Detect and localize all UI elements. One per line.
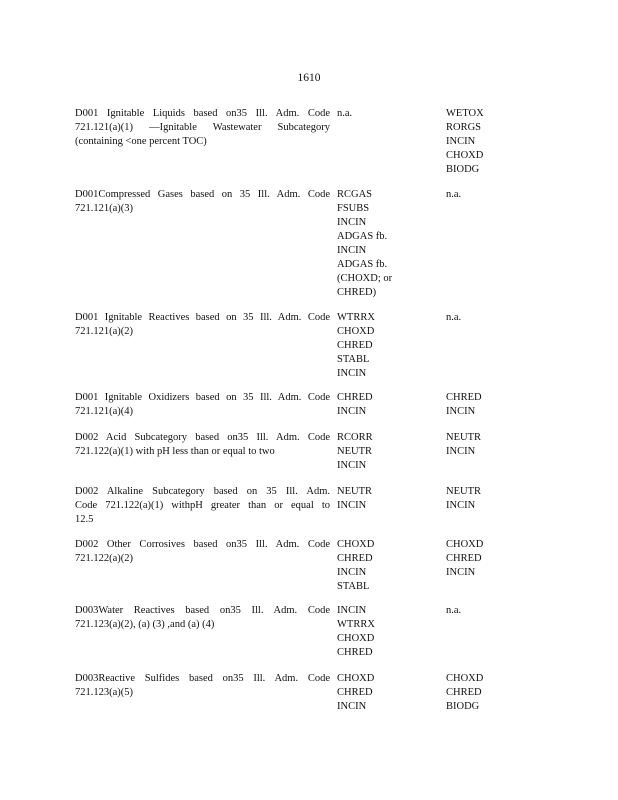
nonwastewater-standard-line: INCIN (446, 446, 476, 457)
wastewater-standard-line: FSUBS (337, 203, 370, 214)
wastewater-standard (337, 538, 407, 594)
wastewater-standard (337, 672, 407, 714)
waste-description-line: D001 Ignitable Liquids based on35 Ill. Adm. Code (75, 108, 330, 119)
waste-description-line: D001Compressed Gases based on 35 Ill. Adm. Code (75, 189, 330, 200)
nonwastewater-standard (446, 107, 526, 177)
nonwastewater-standard (446, 672, 526, 714)
waste-description-line: Code 721.122(a)(1) withpH greater than or equal to (75, 500, 330, 511)
wastewater-standard-line: INCIN (337, 605, 367, 616)
wastewater-standard-line: INCIN (337, 368, 367, 379)
waste-description-line: (containing <one percent TOC) (75, 136, 207, 147)
nonwastewater-standard-line: BIODG (446, 164, 480, 175)
nonwastewater-standard (446, 311, 526, 325)
waste-description (75, 672, 330, 700)
nonwastewater-standard (446, 188, 526, 202)
waste-description (75, 391, 330, 419)
waste-description-line: D002 Other Corrosives based on35 Ill. Adm. Code (75, 539, 330, 550)
wastewater-standard (337, 107, 407, 121)
wastewater-standard-line: ADGAS fb. (337, 259, 388, 270)
waste-description-line: 12.5 (75, 514, 94, 525)
wastewater-standard-line: CHRED (337, 553, 373, 564)
nonwastewater-standard-line: n.a. (446, 605, 462, 616)
nonwastewater-standard-line: WETOX (446, 108, 484, 119)
nonwastewater-standard-line: NEUTR (446, 432, 481, 443)
waste-description (75, 485, 330, 527)
waste-description-line: D003Water Reactives based on35 Ill. Adm. Code (75, 605, 330, 616)
wastewater-standard-line: STABL (337, 354, 370, 365)
nonwastewater-standard-line: CHRED (446, 553, 482, 564)
wastewater-standard-line: CHOXD (337, 539, 375, 550)
waste-description (75, 107, 330, 149)
waste-description-line: 721.122(a)(2) (75, 553, 134, 564)
nonwastewater-standard-line: NEUTR (446, 486, 481, 497)
nonwastewater-standard-line: CHRED (446, 687, 482, 698)
wastewater-standard-line: CHRED (337, 647, 373, 658)
nonwastewater-standard-line: n.a. (446, 312, 462, 323)
wastewater-standard-line: INCIN (337, 567, 367, 578)
wastewater-standard-line: n.a. (337, 108, 353, 119)
nonwastewater-standard-line: CHOXD (446, 673, 484, 684)
wastewater-standard-line: NEUTR (337, 446, 372, 457)
nonwastewater-standard (446, 604, 526, 618)
nonwastewater-standard-line: CHOXD (446, 539, 484, 550)
nonwastewater-standard (446, 391, 526, 419)
nonwastewater-standard-line: INCIN (446, 567, 476, 578)
wastewater-standard-line: INCIN (337, 406, 367, 417)
wastewater-standard-line: (CHOXD; or (337, 273, 393, 284)
waste-description-line: 721.122(a)(1) with pH less than or equal to two (75, 446, 275, 457)
waste-description-line: 721.121(a)(4) (75, 406, 134, 417)
wastewater-standard-line: CHRED (337, 687, 373, 698)
wastewater-standard-line: INCIN (337, 217, 367, 228)
wastewater-standard-line: CHOXD (337, 326, 375, 337)
wastewater-standard (337, 188, 407, 300)
wastewater-standard-line: INCIN (337, 460, 367, 471)
wastewater-standard-line: INCIN (337, 701, 367, 712)
nonwastewater-standard-line: BIODG (446, 701, 480, 712)
waste-description (75, 188, 330, 216)
wastewater-standard-line: CHRED) (337, 287, 377, 298)
waste-description-line: D001 Ignitable Reactives based on 35 Ill. Adm. Code (75, 312, 330, 323)
nonwastewater-standard-line: INCIN (446, 136, 476, 147)
waste-description-line: D002 Acid Subcategory based on35 Ill. Adm. Code (75, 432, 330, 443)
waste-description-line: 721.121(a)(2) (75, 326, 134, 337)
waste-description (75, 604, 330, 632)
wastewater-standard-line: NEUTR (337, 486, 372, 497)
waste-description-line: D002 Alkaline Subcategory based on 35 Ill. Adm. (75, 486, 330, 497)
wastewater-standard-line: RCORR (337, 432, 373, 443)
waste-description-line: 721.123(a)(2), (a) (3) ,and (a) (4) (75, 619, 215, 630)
wastewater-standard (337, 604, 407, 660)
waste-description (75, 538, 330, 566)
nonwastewater-standard (446, 431, 526, 459)
wastewater-standard-line: WTRRX (337, 619, 375, 630)
nonwastewater-standard-line: INCIN (446, 406, 476, 417)
wastewater-standard-line: CHOXD (337, 673, 375, 684)
nonwastewater-standard (446, 538, 526, 580)
waste-description-line: D003Reactive Sulfides based on35 Ill. Adm. Code (75, 673, 330, 684)
waste-description-line: D001 Ignitable Oxidizers based on 35 Ill. Adm. Code (75, 392, 330, 403)
wastewater-standard-line: STABL (337, 581, 370, 592)
wastewater-standard (337, 485, 407, 513)
wastewater-standard (337, 391, 407, 419)
wastewater-standard-line: RCGAS (337, 189, 373, 200)
nonwastewater-standard-line: n.a. (446, 189, 462, 200)
wastewater-standard-line: INCIN (337, 245, 367, 256)
nonwastewater-standard-line: CHRED (446, 392, 482, 403)
wastewater-standard-line: CHRED (337, 392, 373, 403)
wastewater-standard-line: ADGAS fb. (337, 231, 388, 242)
waste-description (75, 431, 330, 459)
waste-description (75, 311, 330, 339)
wastewater-standard-line: CHOXD (337, 633, 375, 644)
nonwastewater-standard-line: RORGS (446, 122, 482, 133)
nonwastewater-standard-line: INCIN (446, 500, 476, 511)
wastewater-standard-line: CHRED (337, 340, 373, 351)
wastewater-standard (337, 431, 407, 473)
waste-description-line: 721.121(a)(3) (75, 203, 134, 214)
waste-description-line: 721.121(a)(1) —Ignitable Wastewater Subcategory (75, 122, 330, 133)
wastewater-standard-line: INCIN (337, 500, 367, 511)
wastewater-standard-line: WTRRX (337, 312, 375, 323)
waste-description-line: 721.123(a)(5) (75, 687, 134, 698)
wastewater-standard (337, 311, 407, 381)
nonwastewater-standard (446, 485, 526, 513)
page-number: 1610 (297, 72, 321, 84)
nonwastewater-standard-line: CHOXD (446, 150, 484, 161)
